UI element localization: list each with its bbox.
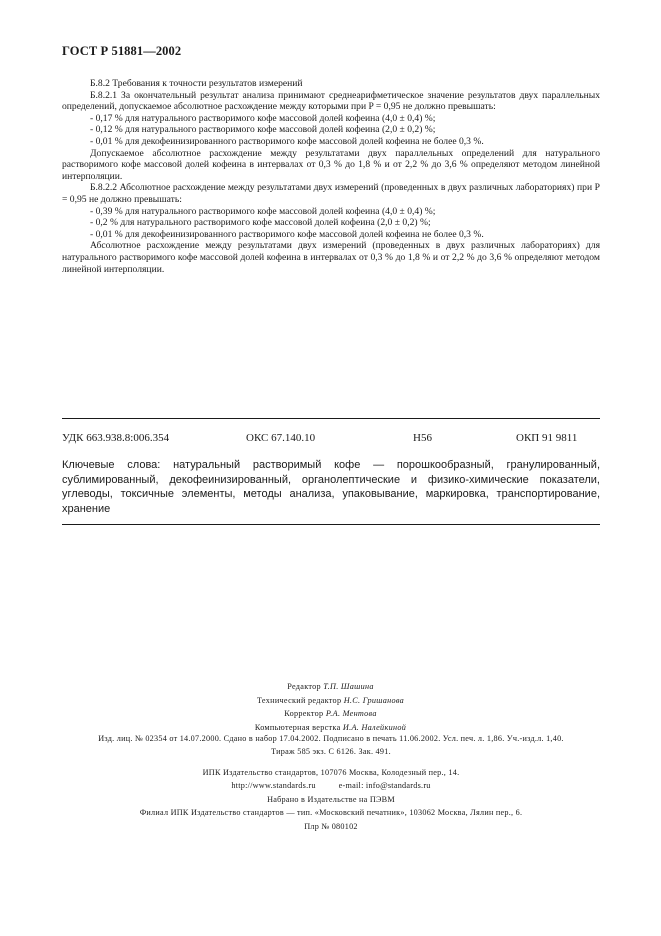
list-item: - 0,01 % для декофеинизированного растворимого кофе массовой долей кофеина не более 0,3 %. (90, 228, 484, 240)
paragraph-b-8-2-2: Б.8.2.2 Абсолютное расхождение между результатами двух измерений (проведенных в двух различных лабораториях) при P = 0,95 не должно превышать: (62, 182, 600, 205)
credit-layout: Компьютерная верстка И.А. Налейкиной (254, 722, 407, 732)
list-item: - 0,2 % для натурального растворимого кофе массовой долей кофеина (2,0 ± 0,2) %; (90, 217, 431, 229)
publisher-line: Филиал ИПК Издательство стандартов — тип. «Московский печатник», 103062 Москва, Лялин пер., 6. (139, 808, 523, 818)
paragraph-interpolation-1: Допускаемое абсолютное расхождение между результатами двух параллельных определений для натурального растворимого кофе массовой долей кофеина в интервалах от 0,3 % до 1,8 % и от 2,2 % до 3,6 % определяют методом линейной интерполяции. (62, 147, 600, 182)
h-code: Н56 (413, 432, 432, 444)
publisher-line: Плр № 080102 (304, 821, 358, 831)
paragraph-interpolation-2: Абсолютное расхождение между результатами двух измерений (проведенных в двух различных лабораториях) для натурального растворимого кофе массовой долей кофеина в интервалах от 0,3 % до 1,8 % и от 2,2 % до 3,6 % определяют методом линейной интерполяции. (62, 240, 600, 275)
document-header: ГОСТ Р 51881—2002 (62, 44, 182, 58)
oks-code: ОКС 67.140.10 (246, 432, 316, 444)
credit-tech-editor: Технический редактор Н.С. Гришанова (256, 695, 405, 705)
credit-editor: Редактор Т.П. Шашина (287, 682, 374, 691)
publisher-web: http://www.standards.ru e-mail: info@standards.ru (231, 781, 431, 791)
credits (0, 680, 661, 734)
divider-bottom (62, 524, 600, 525)
list-item: - 0,01 % для декофеинизированного растворимого кофе массовой долей кофеина не более 0,3 %. (90, 135, 484, 147)
imprint (62, 733, 600, 758)
section-title: Б.8.2 Требования к точности результатов измерений (90, 78, 303, 89)
list-item: - 0,17 % для натурального растворимого кофе массовой долей кофеина (4,0 ± 0,4) %; (90, 112, 436, 124)
publisher-info (62, 766, 600, 833)
udk-code: УДК 663.938.8:006.354 (62, 432, 170, 444)
paragraph-b-8-2-1: Б.8.2.1 За окончательный результат анализа принимают среднеарифметическое значение результатов двух параллельных определений, допускаемое абсолютное расхождение между которыми при P = 0,95 не должно превышать: (62, 89, 600, 113)
list-item: - 0,39 % для натурального растворимого кофе массовой долей кофеина (4,0 ± 0,4) %; (90, 205, 436, 217)
credit-corrector: Корректор Р.А. Ментова (284, 709, 377, 719)
okp-code: ОКП 91 9811 (516, 432, 578, 444)
list-item: - 0,12 % для натурального растворимого кофе массовой долей кофеина (2,0 ± 0,2) %; (90, 124, 436, 136)
publisher-line: Набрано в Издательстве на ПЭВМ (267, 794, 395, 804)
imprint-line: Тираж 585 экз. С 6126. Зак. 491. (271, 746, 391, 756)
publisher-line: ИПК Издательство стандартов, 107076 Москва, Колодезный пер., 14. (202, 768, 460, 777)
imprint-line: Изд. лиц. № 02354 от 14.07.2000. Сдано в набор 17.04.2002. Подписано в печать 11.06.2002. Усл. печ. л. 1,86. Уч.-изд.л. 1,40. (98, 734, 564, 743)
keywords: Ключевые слова: натуральный растворимый кофе — порошкообразный, гранулированный, сублимированный, декофеинизированный, органолептические и физико-химические показатели, углеводы, токсичные элементы, методы анализа, упаковывание, маркировка, транспортирование, хранение (62, 459, 600, 515)
divider-top (62, 418, 600, 419)
section-b-8-2 (62, 78, 600, 275)
